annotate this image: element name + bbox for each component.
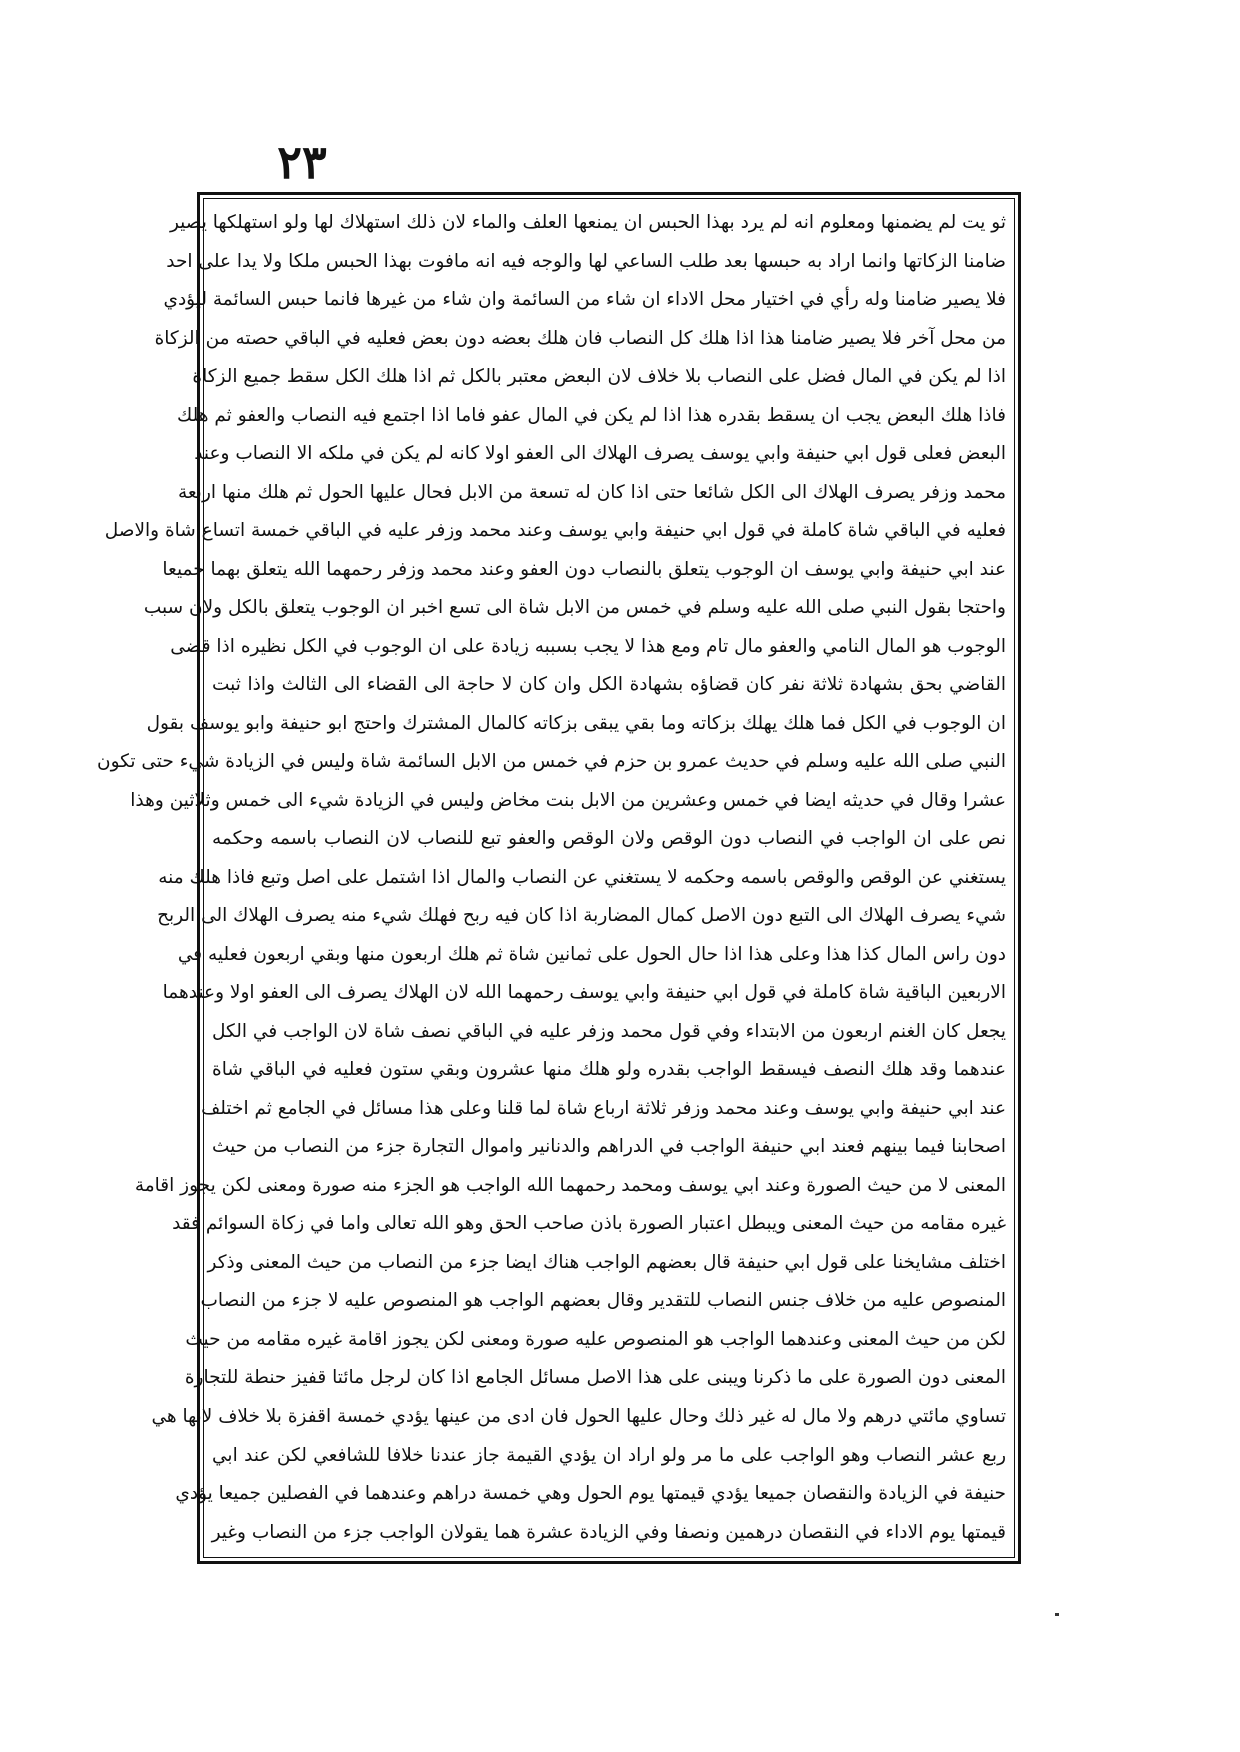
text-line: شيء يصرف الهلاك الى التبع دون الاصل كمال المضاربة اذا كان فيه ربح فهلك شيء منه يصرف الهلاك الى الربح xyxy=(157,905,1006,927)
text-line: غيره مقامه من حيث المعنى ويبطل اعتبار الصورة باذن صاحب الحق وهو الله تعالى واما في زكاة السوائم فقد xyxy=(172,1213,1006,1235)
text-line: نص على ان الواجب في النصاب دون الوقص ولان الوقص والعفو تبع للنصاب لان النصاب باسمه وحكمه xyxy=(212,828,1006,850)
text-line: قيمتها يوم الاداء في النقصان درهمين ونصفا وفي الزيادة عشرة هما يقولان الواجب جزء من النصاب وغير xyxy=(211,1521,1006,1543)
text-line: عند ابي حنيفة وابي يوسف ان الوجوب يتعلق بالنصاب دون العفو وعند محمد وزفر رحمهما الله يتعلق بهما جميعا xyxy=(162,558,1006,580)
text-line: يجعل كان الغنم اربعون من الابتداء وفي قول محمد وزفر عليه في الباقي نصف شاة لان الواجب في الكل xyxy=(212,1020,1006,1042)
text-line: عشرا وقال في حديثه ايضا في خمس وعشرين من الابل بنت مخاض وليس في الزيادة شيء الى خمس وثلاثين وهذا xyxy=(130,789,1006,811)
text-line: فاذا هلك البعض يجب ان يسقط بقدره هذا اذا لم يكن في المال عفو فاما اذا اجتمع فيه النصاب والعفو ثم هلك xyxy=(177,404,1006,426)
text-line: الوجوب هو المال النامي والعفو مال تام ومع هذا لا يجب بسببه زيادة على ان الوجوب في الكل نظيره اذا قضى xyxy=(170,635,1006,657)
scan-speck xyxy=(1055,1613,1059,1616)
text-line: عند ابي حنيفة وابي يوسف وعند محمد وزفر ثلاثة ارباع شاة لما قلنا وعلى هذا مسائل في الجامع ثم اختلف xyxy=(201,1097,1006,1119)
text-line: تساوي مائتي درهم ولا مال له غير ذلك وحال عليها الحول فان ادى من عينها يؤدي خمسة اقفزة بلا خلاف لانها هي xyxy=(151,1405,1006,1427)
text-line: حنيفة في الزيادة والنقصان جميعا يؤدي قيمتها يوم الحول وهي خمسة دراهم وعندهما في الفصلين جميعا يؤدي xyxy=(175,1483,1006,1505)
text-line: واحتجا بقول النبي صلى الله عليه وسلم في خمس من الابل شاة الى تسع اخبر ان الوجوب يتعلق بالكل ولان سبب xyxy=(143,597,1006,619)
text-line: ثو يت لم يضمنها ومعلوم انه لم يرد بهذا الحبس ان يمنعها العلف والماء لان ذلك استهلاك لها ولو استهلكها يصير xyxy=(169,212,1006,233)
text-line: المعنى دون الصورة على ما ذكرنا ويبنى على هذا الاصل مسائل الجامع اذا كان لرجل مائتا قفيز حنطة للتجارة xyxy=(184,1367,1006,1389)
page-number: ٢٣ xyxy=(277,135,327,189)
text-line: فعليه في الباقي شاة كاملة في قول ابي حنيفة وابي يوسف وعند محمد وزفر عليه في الباقي خمسة اتساع شاة والاصل xyxy=(104,520,1006,542)
text-line: ان الوجوب في الكل فما هلك يهلك بزكاته وما بقي يبقى بزكاته كالمال المشترك واحتج ابو حنيفة وابو يوسف بقول xyxy=(146,712,1006,734)
text-line: المنصوص عليه من خلاف جنس النصاب للتقدير وقال بعضهم الواجب هو المنصوص عليه لا جزء من النصاب xyxy=(200,1290,1006,1312)
main-text-body xyxy=(97,205,1006,1551)
text-line: المعنى لا من حيث الصورة وعند ابي يوسف ومحمد رحمهما الله الواجب هو الجزء منه صورة ومعنى لكن يجوز اقامة xyxy=(134,1174,1006,1196)
text-line: الاربعين الباقية شاة كاملة في قول ابي حنيفة وابي يوسف رحمهما الله لان الهلاك يصرف الى العفو اولا وعندهما xyxy=(162,982,1006,1004)
text-line: يستغني عن الوقص والوقص باسمه وحكمه لا يستغني عن النصاب والمال اذا اشتمل على اصل وتبع فاذا هلك منه xyxy=(158,866,1006,888)
text-line: اذا لم يكن في المال فضل على النصاب بلا خلاف لان البعض معتبر بالكل ثم اذا هلك الكل سقط جميع الزكاة xyxy=(192,366,1006,388)
text-line: ربع عشر النصاب وهو الواجب على ما مر ولو اراد ان يؤدي القيمة جاز عندنا خلافا للشافعي لكن عند ابي xyxy=(212,1444,1006,1466)
text-line: من محل آخر فلا يصير ضامنا هذا اذا هلك كل النصاب فان هلك بعضه دون بعض فعليه في الباقي حصته من الزكاة xyxy=(154,327,1006,349)
text-line: محمد وزفر يصرف الهلاك الى الكل شائعا حتى اذا كان له تسعة من الابل فحال عليها الحول ثم هلك منها اربعة xyxy=(177,481,1006,503)
text-line: اصحابنا فيما بينهم فعند ابي حنيفة الواجب في الدراهم والدنانير واموال التجارة جزء من النصاب من حيث xyxy=(212,1136,1006,1158)
text-line: دون راس المال كذا هذا وعلى هذا اذا حال الحول على ثمانين شاة ثم هلك اربعون منها وبقي اربعون فعليه في xyxy=(177,943,1006,965)
text-line: فلا يصير ضامنا وله رأي في اختيار محل الاداء ان شاء من السائمة وان شاء من غيرها فانما حبس السائمة ليؤدي xyxy=(163,289,1006,311)
text-line: اختلف مشايخنا على قول ابي حنيفة قال بعضهم الواجب هناك ايضا جزء من النصاب من حيث المعنى وذكر xyxy=(207,1251,1006,1273)
text-line: ضامنا الزكاتها وانما اراد به حبسها بعد طلب الساعي لها والوجه فيه انه مافوت بهذا الحبس ملكا ولا يدا على احد xyxy=(166,250,1006,272)
text-line: عندهما وقد هلك النصف فيسقط الواجب بقدره ولو هلك منها عشرون وبقي ستون فعليه في الباقي شاة xyxy=(212,1059,1006,1081)
text-line: النبي صلى الله عليه وسلم في حديث عمرو بن حزم في خمس من الابل السائمة شاة وليس في الزيادة شيء حتى تكون xyxy=(97,751,1006,773)
text-line: لكن من حيث المعنى وعندهما الواجب هو المنصوص عليه صورة ومعنى لكن يجوز اقامة غيره مقامه من حيث xyxy=(185,1328,1006,1350)
text-line: البعض فعلى قول ابي حنيفة وابي يوسف يصرف الهلاك الى العفو اولا كانه لم يكن في ملكه الا النصاب وعند xyxy=(194,443,1006,465)
text-line: القاضي بحق بشهادة ثلاثة نفر كان قضاؤه بشهادة الكل وان كان لا حاجة الى القضاء الى الثالث واذا ثبت xyxy=(212,674,1006,696)
